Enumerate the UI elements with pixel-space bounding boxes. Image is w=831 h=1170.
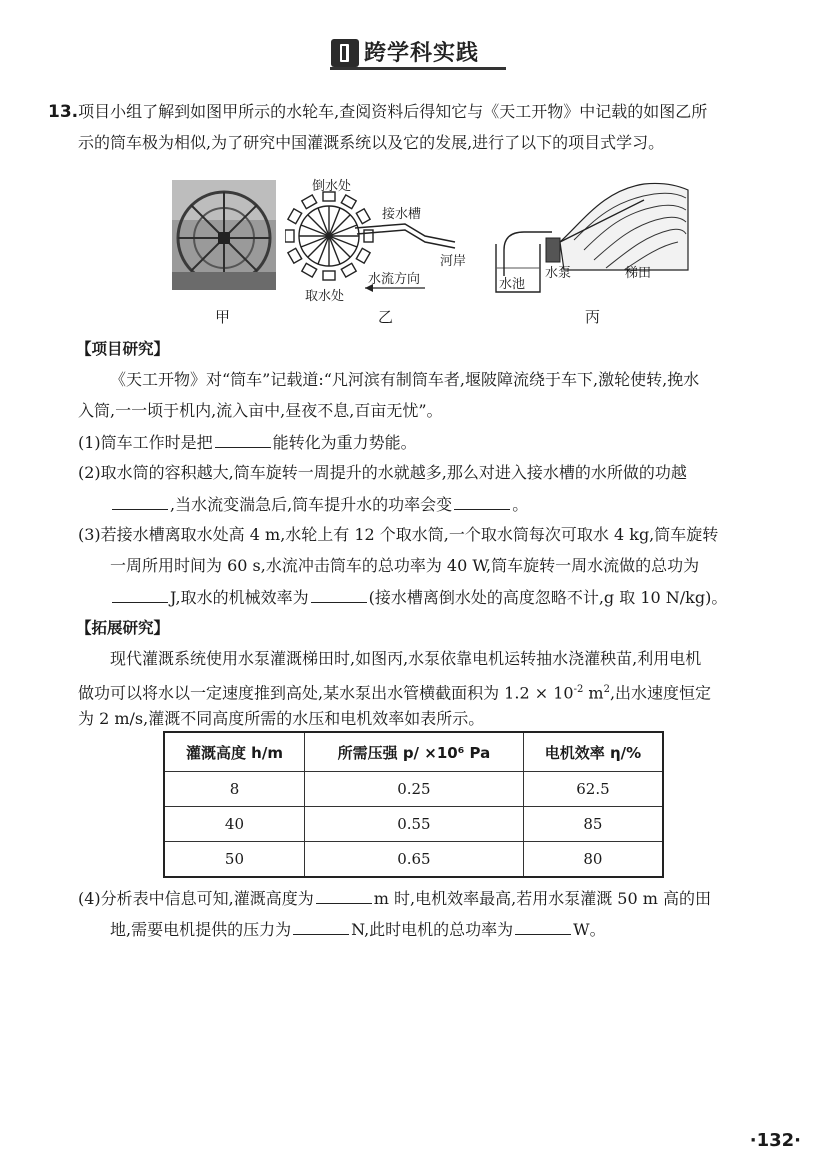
q2-blank-1[interactable] (112, 493, 168, 510)
figure-yi-caption: 乙 (378, 308, 394, 326)
header-efficiency: 电机效率 η/% (523, 732, 663, 772)
table-row: 40 0.55 85 (164, 807, 663, 842)
q4-line2: 地,需要电机提供的压力为 N,此时电机的总功率为 W。 (110, 920, 606, 939)
q1-blank[interactable] (215, 431, 271, 448)
figure-bing-caption: 丙 (585, 308, 601, 326)
header-underline (330, 67, 506, 70)
header-pressure: 所需压强 p/ ×10⁶ Pa (304, 732, 523, 772)
q3-line3: J,取水的机械效率为 (接水槽离倒水处的高度忽略不计,g 取 10 N/kg)。 (110, 586, 727, 609)
page-number: ·132· (749, 1130, 801, 1151)
expand-line1: 现代灌溉系统使用水泵灌溉梯田时,如图丙,水泵依靠电机运转抽水浇灌秧苗,利用电机 (110, 649, 702, 668)
q3-blank-2[interactable] (311, 586, 367, 603)
quote-line1: 《天工开物》对“筒车”记载道:“凡河滨有制筒车者,堰陂障流绕于车下,激轮使转,挽水 (110, 370, 700, 389)
table-header-row (164, 732, 663, 772)
expand-line2: 做功可以将水以一定速度推到高处,某水泵出水管横截面积为 $1.2 \times 10^{-2}$ $m^2$,出水速度恒定 (78, 683, 712, 703)
label-pump: 水泵 (545, 266, 572, 281)
section-header (330, 36, 506, 70)
waterwheel-photo (172, 180, 276, 290)
q2-line2: ,当水流变湍急后,筒车提升水的功率会变 。 (110, 493, 528, 516)
q3-line1: (3)若接水槽离取水处高 4 m,水轮上有 12 个取水筒,一个取水筒每次可取水 4 kg,筒车旋转 (78, 525, 719, 544)
label-terrace: 梯田 (625, 266, 652, 281)
q1-line: (1)筒车工作时是把 能转化为重力势能。 (78, 433, 417, 452)
q3-blank-1[interactable] (112, 586, 168, 603)
question-intro-line2: 示的筒车极为相似,为了研究中国灌溉系统以及它的发展,进行了以下的项目式学习。 (78, 133, 665, 152)
q4-blank-3[interactable] (515, 918, 571, 935)
label-pour: 倒水处 (312, 179, 352, 194)
section2-heading: 【拓展研究】 (76, 619, 170, 637)
table-row: 50 0.65 80 (164, 842, 663, 878)
q4-blank-1[interactable] (316, 887, 372, 904)
figure-jia-caption: 甲 (215, 308, 231, 326)
question-number: 13. (48, 102, 79, 122)
q2-blank-2[interactable] (454, 493, 510, 510)
irrigation-table (163, 731, 664, 878)
label-flow: 水流方向 (368, 272, 421, 287)
label-intake: 取水处 (305, 289, 345, 304)
q3-line2: 一周所用时间为 60 s,水流冲击筒车的总功率为 40 W,筒车旋转一周水流做的总功为 (110, 556, 700, 575)
q2-line1: (2)取水筒的容积越大,筒车旋转一周提升的水就越多,那么对进入接水槽的水所做的功越 (78, 463, 687, 482)
q4-line1: (4)分析表中信息可知,灌溉高度为 m 时,电机效率最高,若用水泵灌溉 50 m 高的田 (78, 889, 711, 908)
section1-heading: 【项目研究】 (76, 340, 170, 358)
table-row: 8 0.25 62.5 (164, 772, 663, 807)
label-trough: 接水槽 (382, 207, 422, 222)
header-height: 灌溉高度 h/m (164, 732, 304, 772)
book-icon (330, 38, 360, 68)
label-bank: 河岸 (440, 254, 467, 269)
q4-blank-2[interactable] (293, 918, 349, 935)
expand-line3: 为 2 m/s,灌溉不同高度所需的水压和电机效率如表所示。 (78, 709, 485, 728)
question-intro-line1: 13.项目小组了解到如图甲所示的水轮车,查阅资料后得知它与《天工开物》中记载的如图乙所 (48, 102, 708, 122)
label-pool: 水池 (499, 277, 526, 292)
quote-line2: 入筒,一一顷于机内,流入亩中,昼夜不息,百亩无忧”。 (78, 401, 443, 420)
header-title: 跨学科实践 (364, 41, 480, 66)
